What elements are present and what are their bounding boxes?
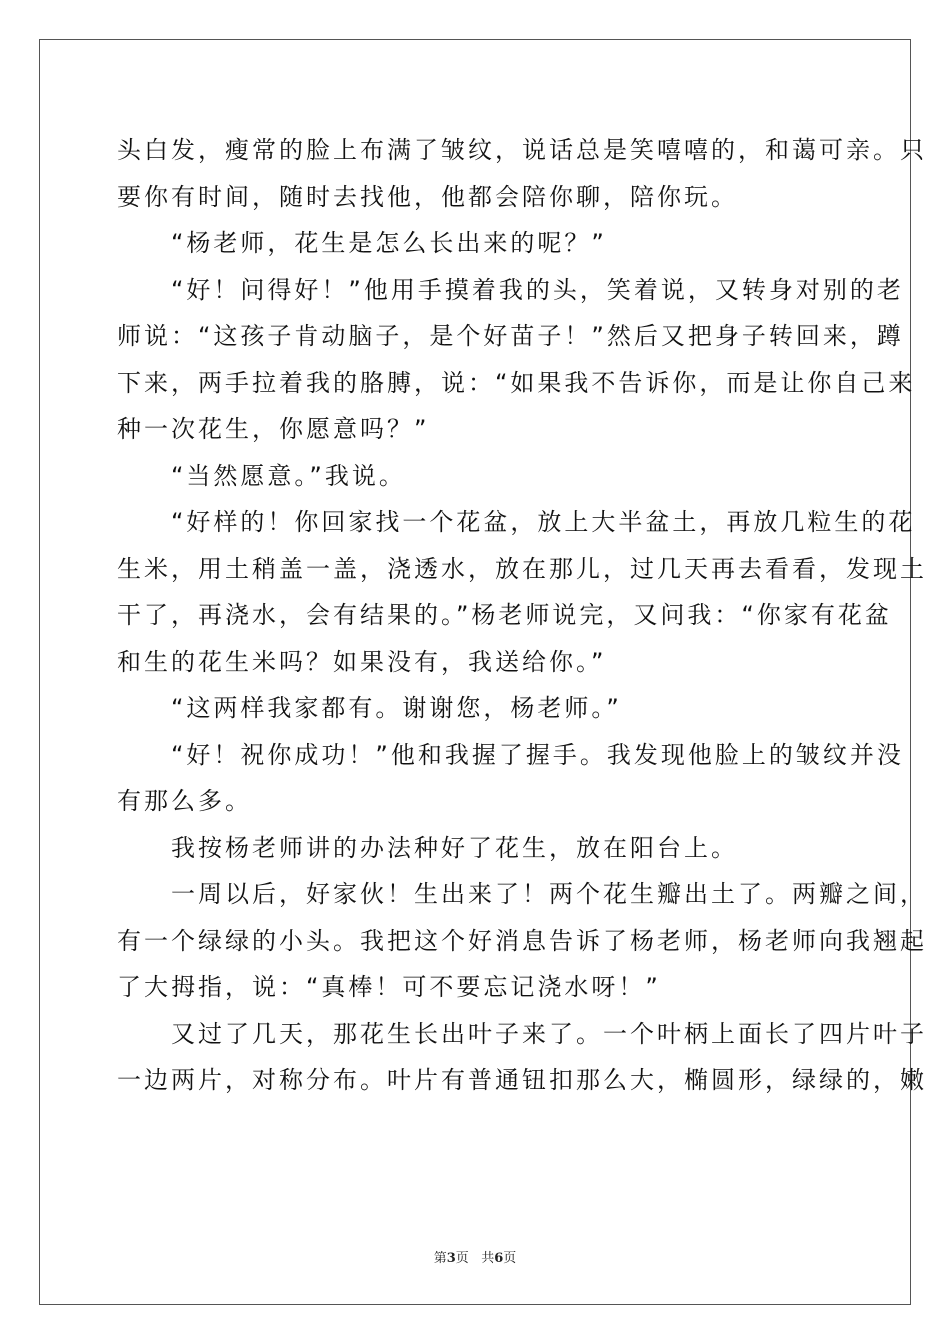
total-page-count: 6 <box>494 1251 504 1266</box>
text-line: 生米，用土稍盖一盖，浇透水，放在那儿，过几天再去看看，发现土 <box>117 554 927 583</box>
text-line: 有一个绿绿的小头。我把这个好消息告诉了杨老师，杨老师向我翘起 <box>117 926 927 955</box>
text-line: 和生的花生米吗？如果没有，我送给你。” <box>117 647 607 676</box>
text-line: 干了，再浇水，会有结果的。”杨老师说完，又问我：“你家有花盆 <box>117 601 892 629</box>
text-line: “好！祝你成功！”他和我握了握手。我发现他脸上的皱纹并没 <box>171 740 904 769</box>
text-line: 头白发，瘦常的脸上布满了皱纹，说话总是笑嘻嘻的，和蔼可亲。只 <box>117 136 927 164</box>
text-line: 一周以后，好家伙！生出来了！两个花生瓣出土了。两瓣之间， <box>171 880 927 908</box>
text-line: “好样的！你回家找一个花盆，放上大半盆土，再放几粒生的花 <box>171 508 916 536</box>
page-footer <box>0 1247 950 1266</box>
text-line: “杨老师，花生是怎么长出来的呢？” <box>171 229 607 257</box>
text-line: “好！问得好！”他用手摸着我的头，笑着说，又转身对别的老 <box>171 275 904 304</box>
text-line: 下来，两手拉着我的胳膊，说：“如果我不告诉你，而是让你自己来 <box>117 368 916 397</box>
text-line: 又过了几天，那花生长出叶子来了。一个叶柄上面长了四片叶子 <box>171 1019 927 1048</box>
page-number-label: 第3页 <box>433 1251 469 1266</box>
text-line: 了大拇指，说：“真棒！可不要忘记浇水呀！” <box>117 973 661 1001</box>
current-page-number: 3 <box>446 1251 456 1266</box>
document-body <box>117 127 927 1104</box>
text-line: “这两样我家都有。谢谢您，杨老师。” <box>171 694 622 722</box>
text-line: 师说：“这孩子肯动脑子，是个好苗子！”然后又把身子转回来，蹲 <box>117 322 904 350</box>
text-line: 种一次花生，你愿意吗？” <box>117 415 430 443</box>
text-line: 有那么多。 <box>117 787 252 815</box>
text-line: “当然愿意。”我说。 <box>171 461 406 490</box>
text-line: 一边两片，对称分布。叶片有普通钮扣那么大，椭圆形，绿绿的，嫩 <box>117 1066 927 1094</box>
text-line: 我按杨老师讲的办法种好了花生，放在阳台上。 <box>171 833 738 862</box>
total-pages-label: 共6页 <box>481 1251 517 1266</box>
text-line: 要你有时间，随时去找他，他都会陪你聊，陪你玩。 <box>117 182 738 211</box>
